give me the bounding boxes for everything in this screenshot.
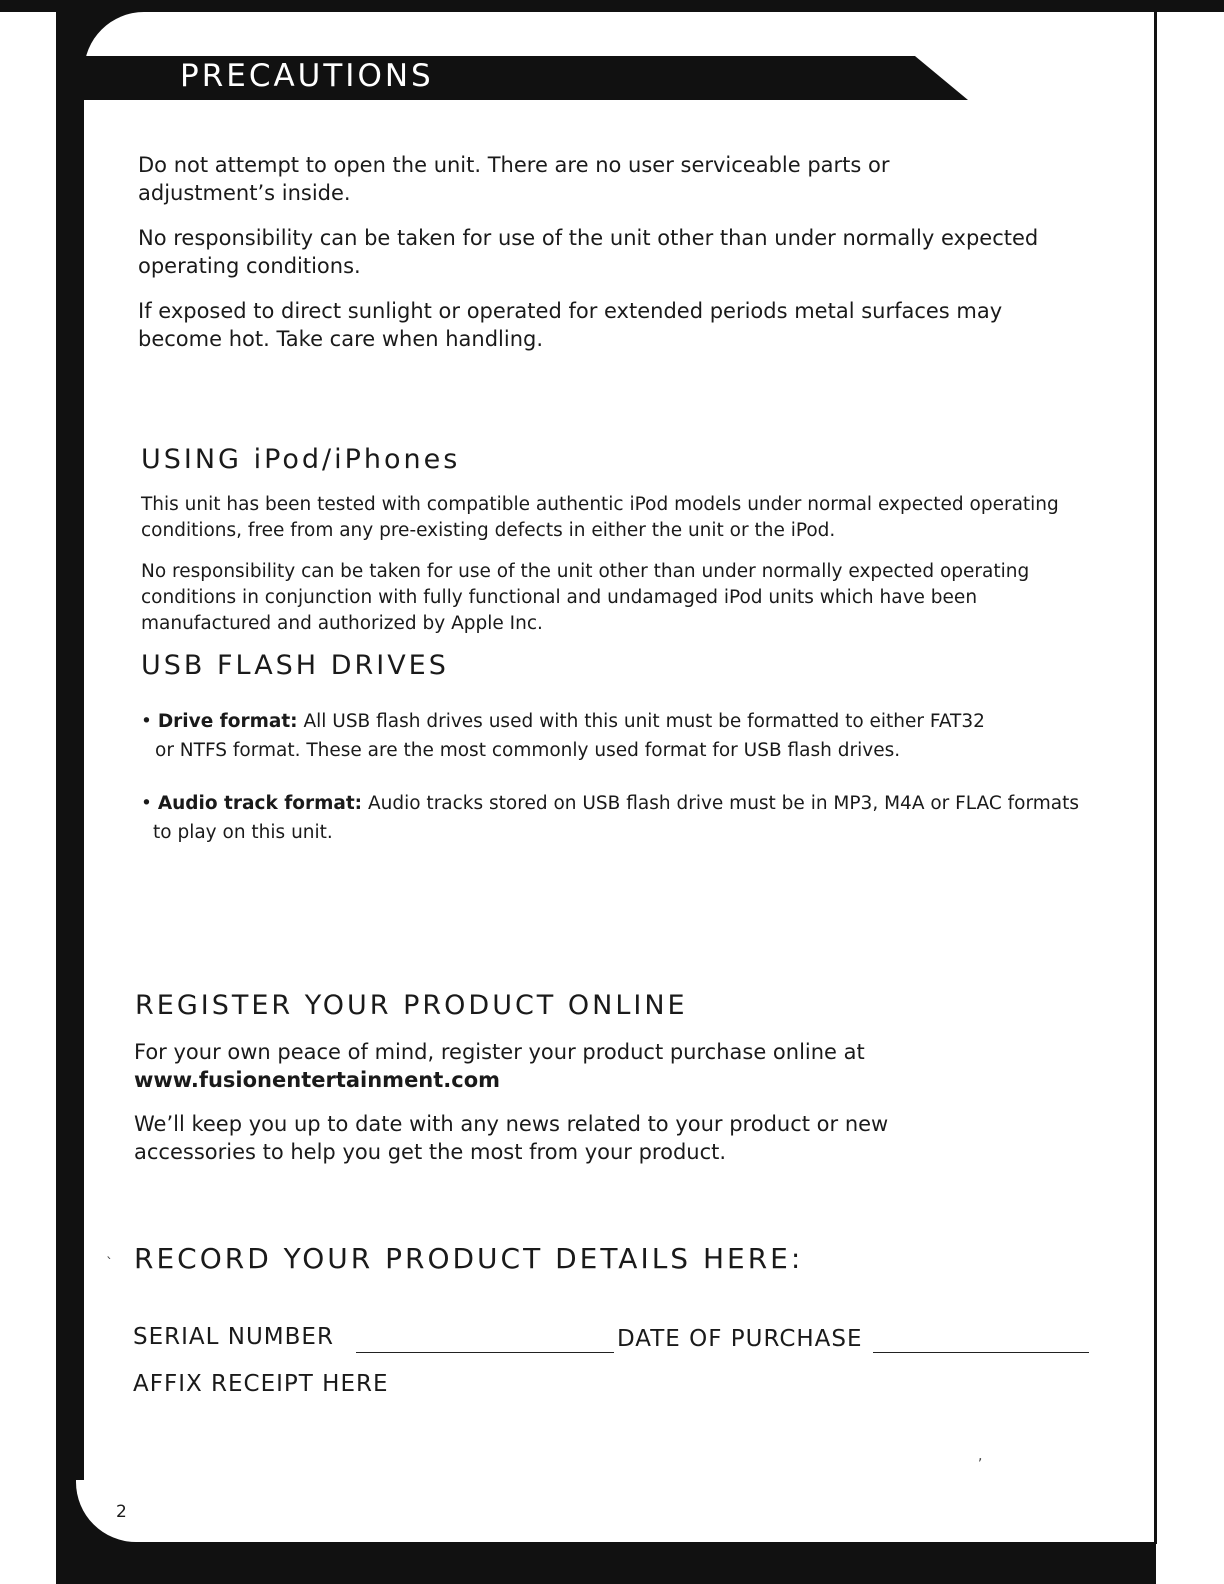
text-line: This unit has been tested with compatible authentic iPod models under normal expected operating — [141, 494, 1059, 515]
page-number: 2 — [116, 1502, 127, 1522]
text-line: All USB flash drives used with this unit must be formatted to either FAT32 — [297, 711, 985, 732]
text-line: adjustment’s inside. — [138, 181, 351, 205]
date-of-purchase-field[interactable] — [873, 1352, 1089, 1353]
record-section-heading: RECORD YOUR PRODUCT DETAILS HERE: — [134, 1242, 804, 1275]
text-line: operating conditions. — [138, 254, 361, 278]
ipod-paragraph-1 — [141, 492, 1059, 544]
bullet-label: Drive format: — [157, 711, 298, 732]
register-paragraph-1 — [134, 1038, 865, 1094]
usb-section-heading: USB FLASH DRIVES — [141, 650, 449, 681]
serial-number-label: SERIAL NUMBER — [133, 1324, 334, 1350]
text-line: manufactured and authorized by Apple Inc. — [141, 613, 543, 634]
bullet-label: Audio track format: — [157, 793, 363, 814]
text-line: If exposed to direct sunlight or operated for extended periods metal surfaces may — [138, 299, 1003, 323]
frame-left-border — [56, 0, 84, 1584]
text-line: become hot. Take care when handling. — [138, 327, 544, 351]
precaution-paragraph-2 — [138, 224, 1038, 280]
register-section-heading: REGISTER YOUR PRODUCT ONLINE — [135, 990, 688, 1021]
text-line: Audio tracks stored on USB flash drive must be in MP3, M4A or FLAC formats — [362, 793, 1080, 814]
register-paragraph-2 — [134, 1110, 888, 1166]
text-line: No responsibility can be taken for use of the unit other than under normally expected — [138, 226, 1039, 250]
usb-bullet-audio-format — [141, 789, 1079, 847]
frame-top-border — [0, 0, 1224, 12]
page-title: PRECAUTIONS — [180, 58, 434, 94]
bullet-icon: • — [141, 793, 152, 814]
website-link[interactable]: www.fusionentertainment.com — [134, 1068, 501, 1092]
ipod-paragraph-2 — [141, 559, 1029, 637]
bullet-icon: • — [141, 711, 152, 732]
text-line: or NTFS format. These are the most commonly used format for USB flash drives. — [155, 740, 901, 761]
frame-right-border — [1154, 0, 1157, 1544]
text-line: accessories to help you get the most from your product. — [134, 1140, 727, 1164]
affix-receipt-label: AFFIX RECEIPT HERE — [133, 1371, 389, 1397]
scan-mark: ` — [106, 1256, 113, 1272]
precaution-paragraph-1 — [138, 151, 890, 207]
text-line: conditions in conjunction with fully functional and undamaged iPod units which have been — [141, 587, 978, 608]
text-line: Do not attempt to open the unit. There are no user serviceable parts or — [138, 153, 890, 177]
text-line: We’ll keep you up to date with any news related to your product or new — [134, 1112, 889, 1136]
page-margin — [0, 0, 56, 1584]
frame-bottom-border — [56, 1542, 1156, 1584]
text-line: For your own peace of mind, register your product purchase online at — [134, 1040, 865, 1064]
ipod-section-heading: USING iPod/iPhones — [141, 444, 461, 475]
usb-bullet-drive-format — [141, 707, 985, 765]
text-line: conditions, free from any pre-existing defects in either the unit or the iPod. — [141, 520, 836, 541]
precaution-paragraph-3 — [138, 297, 1002, 353]
text-line: to play on this unit. — [153, 822, 333, 843]
text-line: No responsibility can be taken for use of the unit other than under normally expected operating — [141, 561, 1030, 582]
serial-number-field[interactable] — [356, 1352, 614, 1353]
date-of-purchase-label: DATE OF PURCHASE — [617, 1326, 863, 1352]
scan-mark: , — [978, 1448, 983, 1464]
